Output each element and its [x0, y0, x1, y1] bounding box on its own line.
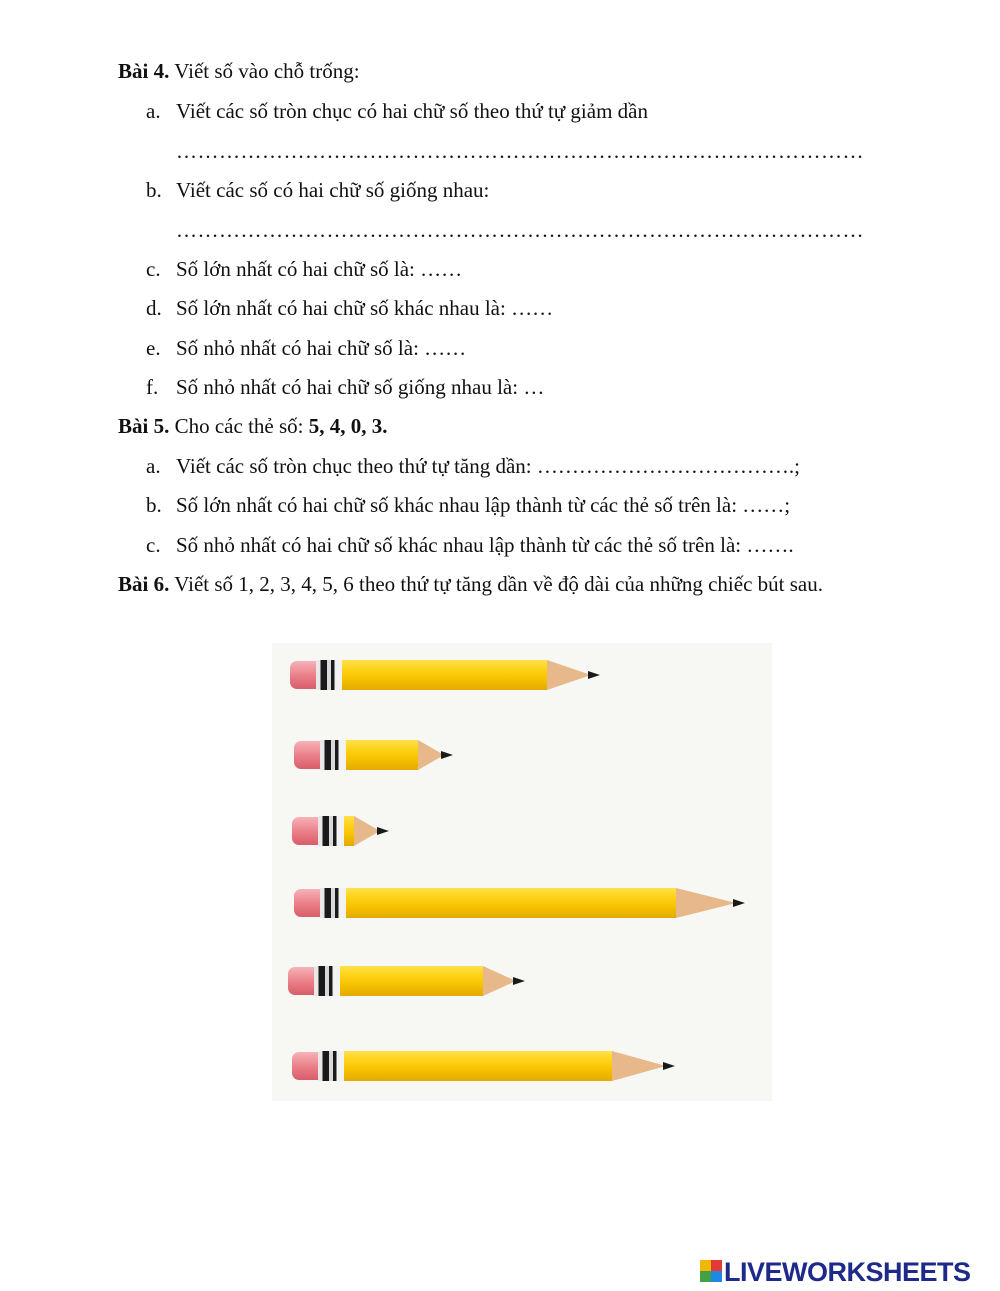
- exercise-5-item-a: [146, 453, 800, 479]
- exercise-4-instruction: Viết số vào chỗ trống:: [169, 59, 360, 83]
- exercise-4-item-d: [146, 295, 553, 321]
- pencil-lead: [513, 977, 525, 985]
- pencil-lead: [663, 1062, 675, 1070]
- pencil-4: [294, 887, 746, 919]
- pencil-tip: [676, 888, 736, 918]
- exercise-5-instruction: Cho các thẻ số:: [169, 414, 309, 438]
- exercise-4-item-b: [146, 177, 489, 203]
- item-label: c.: [146, 533, 161, 557]
- pencil-lead: [733, 899, 745, 907]
- exercise-4-title: [118, 58, 360, 84]
- exercise-6-title: [118, 571, 823, 597]
- pencil-lead: [588, 671, 600, 679]
- item-text: Viết các số có hai chữ số giống nhau:: [176, 178, 490, 202]
- exercise-6-label: Bài 6.: [118, 572, 170, 596]
- item-text: Số nhỏ nhất có hai chữ số khác nhau lập thành từ các thẻ số trên là: …….: [176, 533, 794, 557]
- answer-line-b[interactable]: ……………………………………………………………………………………: [176, 218, 864, 242]
- exercise-4-item-a: [146, 98, 648, 124]
- liveworksheets-logo-icon: [700, 1260, 722, 1282]
- item-text: Số lớn nhất có hai chữ số khác nhau lập thành từ các thẻ số trên là: ……;: [176, 493, 791, 517]
- item-text: Viết các số tròn chục theo thứ tự tăng dần: ……………………………….;: [176, 454, 800, 478]
- item-text: Số lớn nhất có hai chữ số khác nhau là: ……: [176, 296, 554, 320]
- pencil-body: [342, 660, 547, 690]
- pencil-ferrule: [316, 660, 342, 690]
- pencil-eraser: [292, 817, 318, 845]
- pencil-1: [290, 659, 601, 691]
- exercise-5-item-b: [146, 492, 790, 518]
- item-label: f.: [146, 375, 159, 399]
- exercise-5-item-c: [146, 532, 794, 558]
- item-text: Số lớn nhất có hai chữ số là: ……: [176, 257, 463, 281]
- item-label: c.: [146, 257, 161, 281]
- pencils-image: [272, 643, 772, 1101]
- pencil-lead: [441, 751, 453, 759]
- item-text: Số nhỏ nhất có hai chữ số là: ……: [176, 336, 467, 360]
- item-label: e.: [146, 336, 161, 360]
- pencil-body: [340, 966, 483, 996]
- pencil-ferrule: [318, 1051, 344, 1081]
- pencil-body: [346, 888, 676, 918]
- number-cards: 5, 4, 0, 3.: [308, 414, 388, 438]
- exercise-6-instruction: Viết số 1, 2, 3, 4, 5, 6 theo thứ tự tăng dần về độ dài của những chiếc bút sau.: [169, 572, 823, 596]
- pencil-body: [344, 1051, 612, 1081]
- pencil-eraser: [290, 661, 316, 689]
- pencil-eraser: [294, 889, 320, 917]
- logo-text: LIVEWORKSHEETS: [724, 1257, 971, 1287]
- pencil-body: [346, 740, 418, 770]
- item-label: a.: [146, 454, 161, 478]
- exercise-4-item-f: [146, 374, 544, 400]
- exercise-4-item-c: [146, 256, 462, 282]
- pencil-5: [288, 965, 526, 997]
- pencil-6: [292, 1050, 676, 1082]
- exercise-5-label: Bài 5.: [118, 414, 170, 438]
- pencil-ferrule: [318, 816, 344, 846]
- exercise-4-label: Bài 4.: [118, 59, 170, 83]
- item-label: d.: [146, 296, 162, 320]
- pencil-eraser: [294, 741, 320, 769]
- pencil-ferrule: [314, 966, 340, 996]
- item-text: Viết các số tròn chục có hai chữ số theo thứ tự giảm dần: [176, 99, 648, 123]
- pencil-tip: [483, 966, 516, 996]
- pencil-eraser: [288, 967, 314, 995]
- exercise-4-item-e: [146, 335, 466, 361]
- pencil-eraser: [292, 1052, 318, 1080]
- item-label: b.: [146, 178, 162, 202]
- pencil-ferrule: [320, 740, 346, 770]
- pencil-lead: [377, 827, 389, 835]
- pencil-ferrule: [320, 888, 346, 918]
- item-text: Số nhỏ nhất có hai chữ số giống nhau là: …: [176, 375, 545, 399]
- pencil-tip: [612, 1051, 666, 1081]
- answer-line-a[interactable]: ……………………………………………………………………………………: [176, 139, 864, 163]
- pencil-3: [292, 815, 384, 847]
- item-label: a.: [146, 99, 161, 123]
- exercise-5-title: [118, 413, 387, 439]
- pencil-2: [294, 739, 454, 771]
- item-label: b.: [146, 493, 162, 517]
- pencil-body: [344, 816, 354, 846]
- pencil-tip: [547, 660, 591, 690]
